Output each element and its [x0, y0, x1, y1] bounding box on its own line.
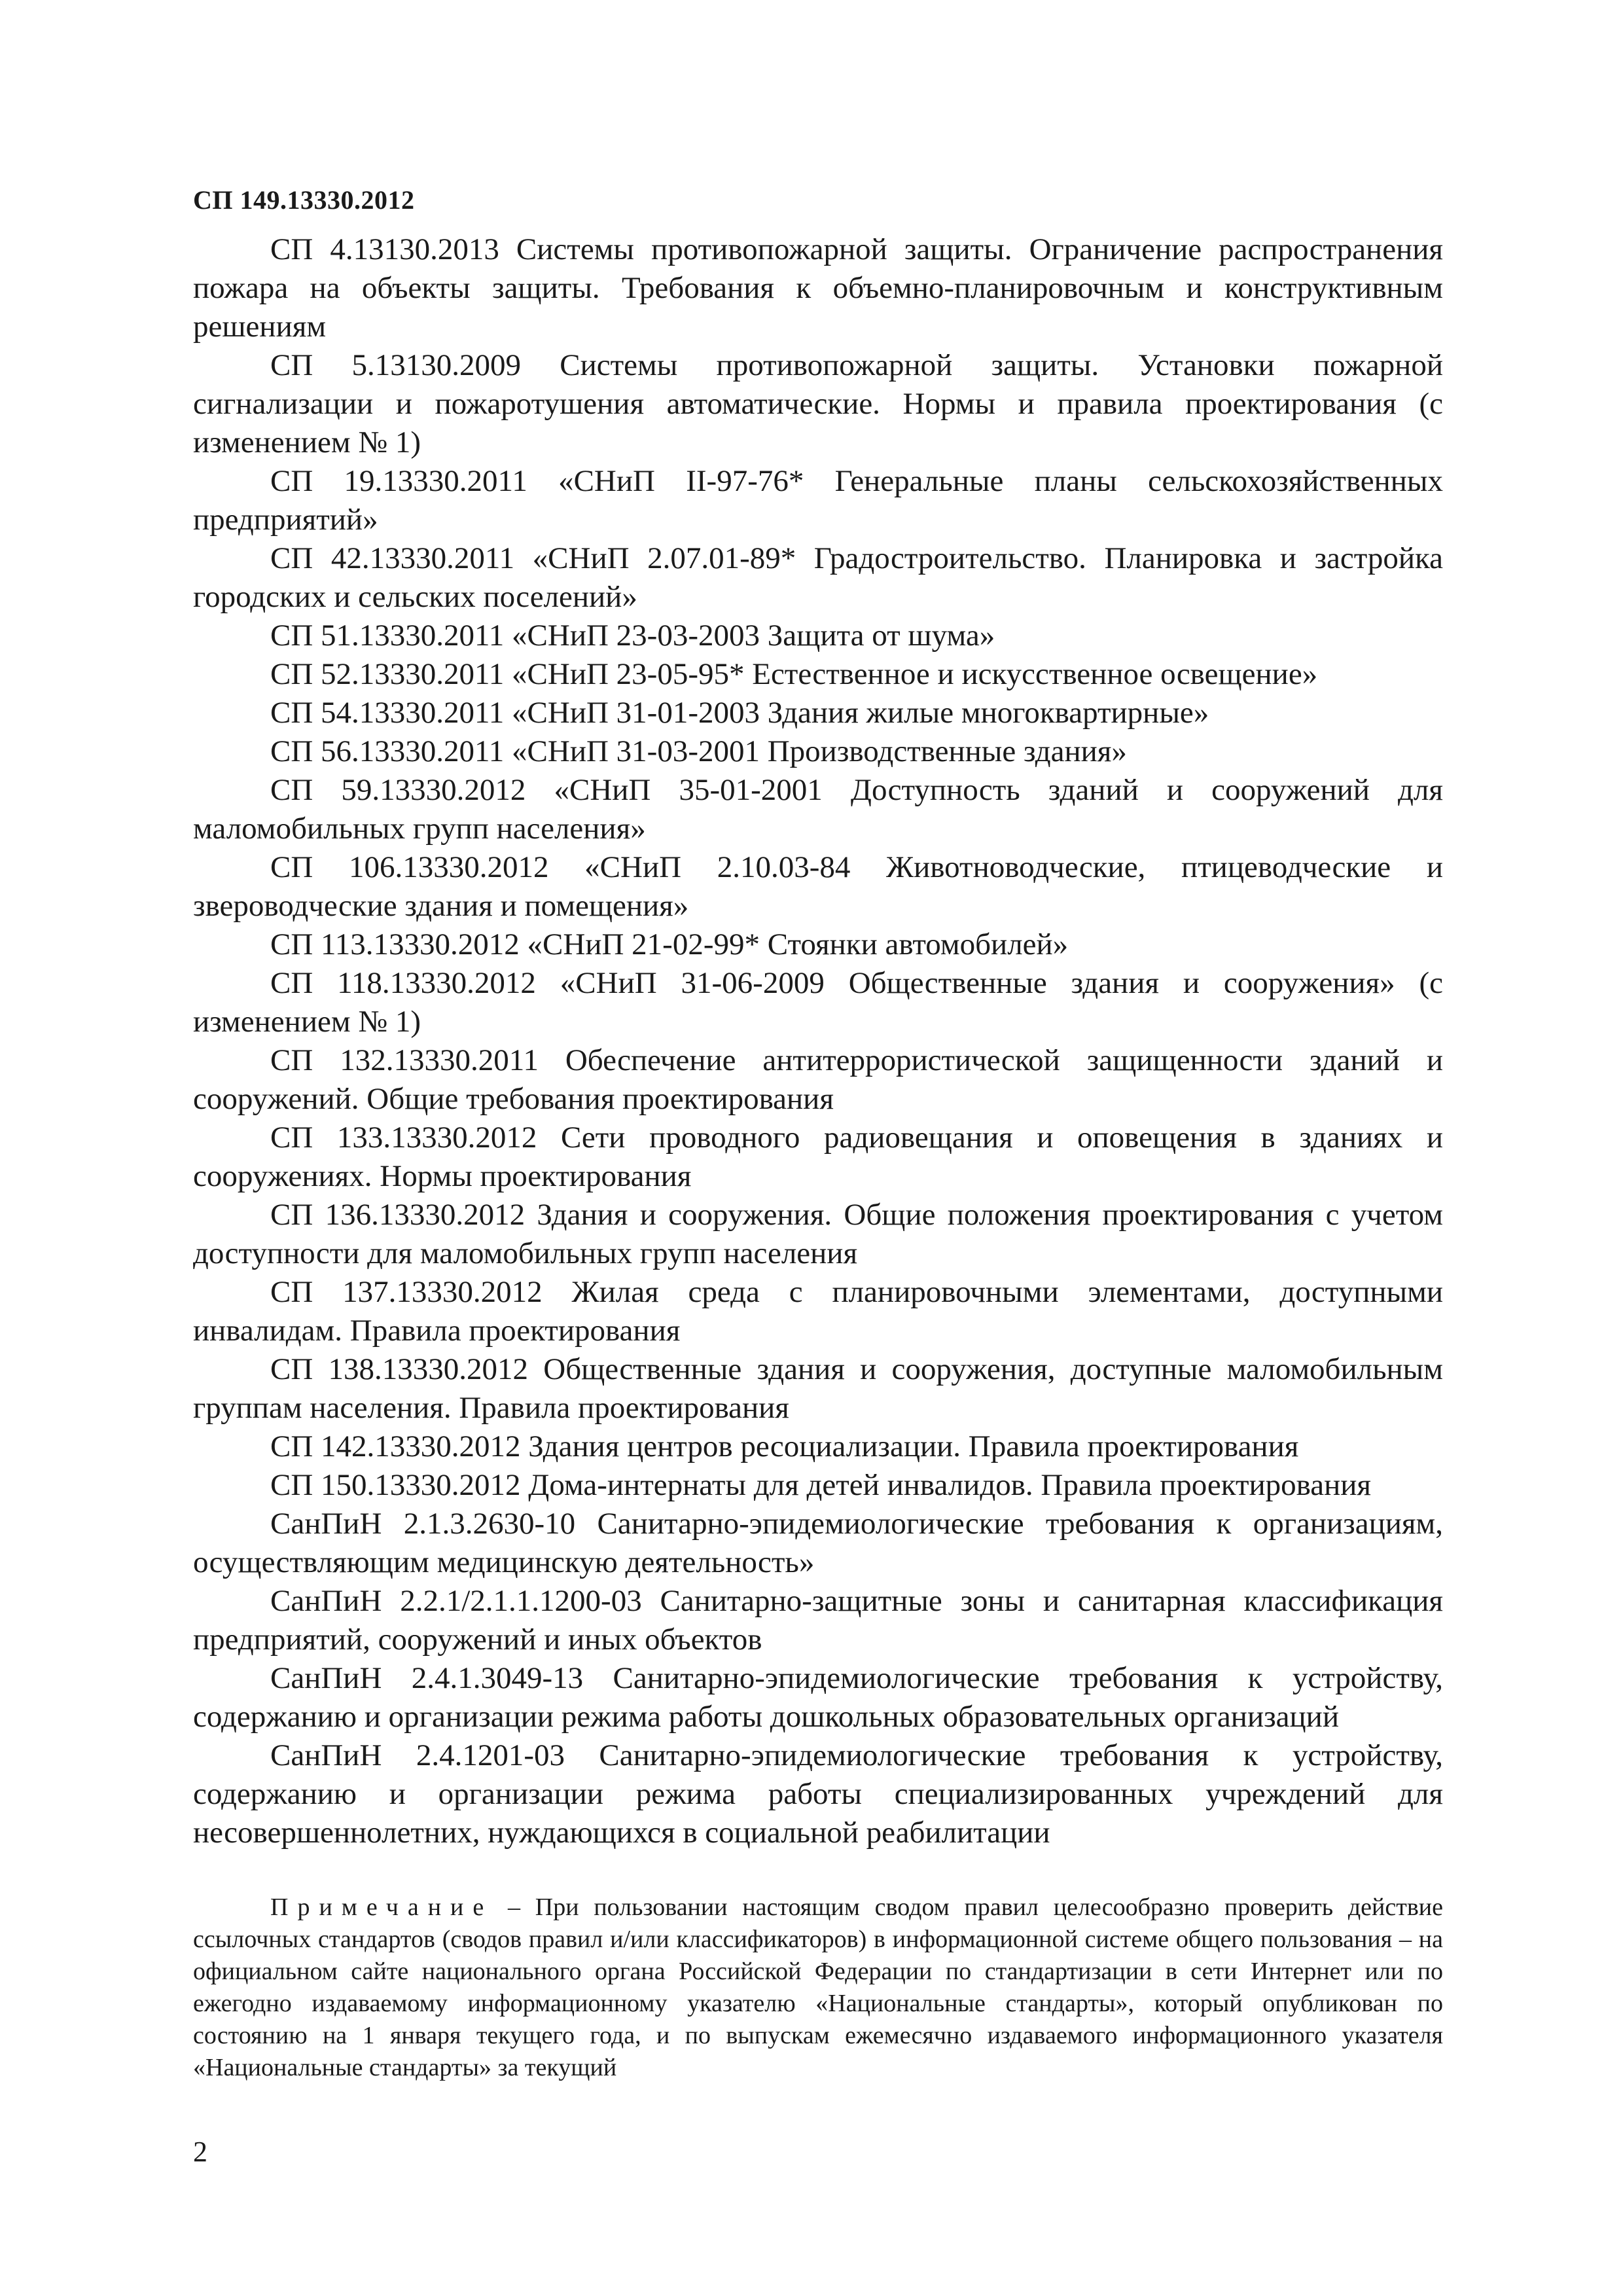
note-text: – При пользовании настоящим сводом правил целесообразно проверить действие ссылочных стандартов (сводов правил и/или классификаторов) в информационной системе общего пользования – на официальном сайте национального органа Российской Федерации по стандартизации в сети Интернет или по ежегодно издаваемому информационному указателю «Национальные стандарты», который опубликован по состоянию на 1 января текущего года, и по выпускам ежемесячно издаваемого информационного указателя «Национальные стандарты» за текущий — [193, 1893, 1443, 2081]
reference-item: СП 113.13330.2012 «СНиП 21-02-99* Стоянки автомобилей» — [270, 927, 1069, 961]
reference-item: СП 133.13330.2012 Сети проводного радиовещания и оповещения в зданиях и сооружениях. Нормы проектирования — [193, 1121, 1443, 1193]
reference-item: СП 56.13330.2011 «СНиП 31-03-2001 Производственные здания» — [270, 734, 1127, 768]
reference-item: СанПиН 2.1.3.2630-10 Санитарно-эпидемиологические требования к организациям, осуществляющим медицинскую деятельность» — [193, 1507, 1443, 1579]
reference-item: СанПиН 2.4.1201-03 Санитарно-эпидемиологические требования к устройству, содержанию и организации режима работы специализированных учреждений для несовершеннолетних, нуждающихся в социальной реабилитации — [193, 1738, 1443, 1850]
reference-item: СП 51.13330.2011 «СНиП 23-03-2003 Защита от шума» — [270, 619, 995, 653]
reference-item: СП 132.13330.2011 Обеспечение антитеррористической защищенности зданий и сооружений. Общие требования проектирования — [193, 1043, 1443, 1116]
reference-item: СанПиН 2.4.1.3049-13 Санитарно-эпидемиологические требования к устройству, содержанию и организации режима работы дошкольных образовательных организаций — [193, 1661, 1443, 1734]
note-label: Примечание — [270, 1893, 493, 1921]
reference-item: СП 142.13330.2012 Здания центров ресоциализации. Правила проектирования — [270, 1429, 1299, 1463]
reference-item: СП 118.13330.2012 «СНиП 31-06-2009 Общественные здания и сооружения» (с изменением № 1) — [193, 966, 1443, 1039]
reference-item: СанПиН 2.2.1/2.1.1.1200-03 Санитарно-защитные зоны и санитарная классификация предприятий, сооружений и иных объектов — [193, 1584, 1443, 1657]
normative-references-list — [193, 230, 1443, 1852]
reference-item: СП 59.13330.2012 «СНиП 35-01-2001 Доступность зданий и сооружений для маломобильных групп населения» — [193, 773, 1443, 846]
reference-item: СП 137.13330.2012 Жилая среда с планировочными элементами, доступными инвалидам. Правила проектирования — [193, 1275, 1443, 1348]
reference-item: СП 106.13330.2012 «СНиП 2.10.03-84 Животноводческие, птицеводческие и звероводческие здания и помещения» — [193, 850, 1443, 923]
reference-item: СП 4.13130.2013 Системы противопожарной защиты. Ограничение распространения пожара на объекты защиты. Требования к объемно-планировочным и конструктивным решениям — [193, 232, 1443, 344]
reference-item: СП 54.13330.2011 «СНиП 31-01-2003 Здания жилые многоквартирные» — [270, 696, 1209, 730]
reference-item: СП 136.13330.2012 Здания и сооружения. Общие положения проектирования с учетом доступности для маломобильных групп населения — [193, 1198, 1443, 1270]
reference-item: СП 5.13130.2009 Системы противопожарной защиты. Установки пожарной сигнализации и пожаротушения автоматические. Нормы и правила проектирования (с изменением № 1) — [193, 348, 1443, 459]
document-code-header: СП 149.13330.2012 — [193, 185, 415, 215]
reference-item: СП 52.13330.2011 «СНиП 23-05-95* Естественное и искусственное освещение» — [270, 657, 1318, 691]
reference-item: СП 150.13330.2012 Дома-интернаты для детей инвалидов. Правила проектирования — [270, 1468, 1371, 1502]
reference-item: СП 138.13330.2012 Общественные здания и сооружения, доступные маломобильным группам населения. Правила проектирования — [193, 1352, 1443, 1425]
page-number: 2 — [193, 2136, 207, 2168]
reference-item: СП 19.13330.2011 «СНиП II-97-76* Генеральные планы сельскохозяйственных предприятий» — [193, 464, 1443, 537]
reference-item: СП 42.13330.2011 «СНиП 2.07.01-89* Градостроительство. Планировка и застройка городских и сельских поселений» — [193, 541, 1443, 614]
note-paragraph — [193, 1892, 1443, 2084]
